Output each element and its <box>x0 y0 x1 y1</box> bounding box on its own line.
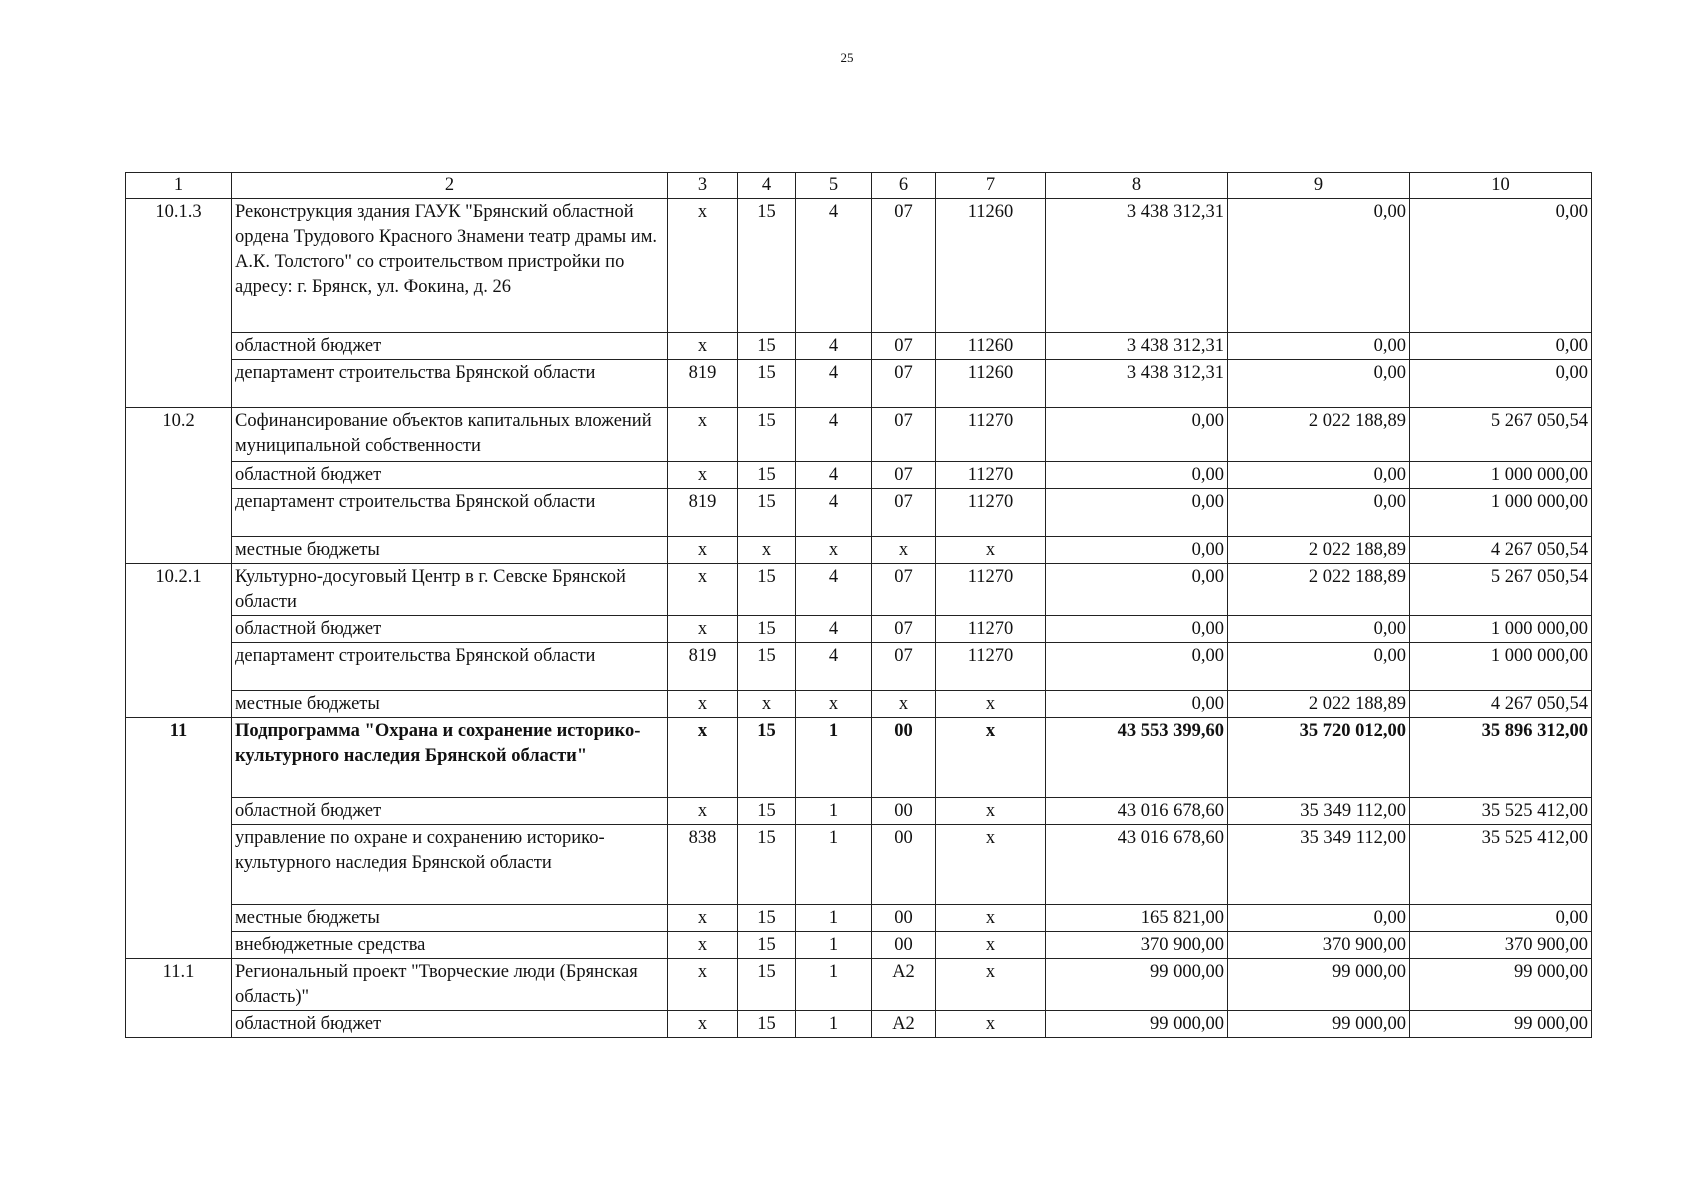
ministry-code-cell: 838 <box>668 825 738 905</box>
section-cell: 15 <box>738 959 796 1011</box>
amount-2022-cell: 5 267 050,54 <box>1410 564 1592 616</box>
amount-2020-cell: 3 438 312,31 <box>1046 360 1228 408</box>
subsection-cell: 4 <box>796 462 872 489</box>
table-row <box>126 408 1592 462</box>
row-number-cell: 10.2 <box>126 408 232 564</box>
ministry-code-cell: х <box>668 798 738 825</box>
item-name-cell: департамент строительства Брянской области <box>232 360 668 408</box>
header-row <box>126 173 1592 199</box>
section-cell: х <box>738 537 796 564</box>
table-row <box>126 932 1592 959</box>
header-cell: 6 <box>872 173 936 199</box>
row-number-cell: 10.2.1 <box>126 564 232 718</box>
expense-code-cell: х <box>936 691 1046 718</box>
target-code-cell: А2 <box>872 959 936 1011</box>
ministry-code-cell: х <box>668 905 738 932</box>
amount-2021-cell: 2 022 188,89 <box>1228 408 1410 462</box>
amount-2021-cell: 99 000,00 <box>1228 959 1410 1011</box>
page-number: 25 <box>840 50 854 65</box>
ministry-code-cell: х <box>668 718 738 798</box>
amount-2020-cell: 0,00 <box>1046 643 1228 691</box>
amount-2022-cell: 5 267 050,54 <box>1410 408 1592 462</box>
section-cell: 15 <box>738 643 796 691</box>
target-code-cell: 00 <box>872 718 936 798</box>
item-name-cell: Региональный проект "Творческие люди (Брянская область)" <box>232 959 668 1011</box>
table-row <box>126 199 1592 333</box>
amount-2020-cell: 0,00 <box>1046 408 1228 462</box>
amount-2020-cell: 0,00 <box>1046 564 1228 616</box>
expense-code-cell: х <box>936 718 1046 798</box>
item-name-cell: Софинансирование объектов капитальных вложений муниципальной собственности <box>232 408 668 462</box>
amount-2021-cell: 2 022 188,89 <box>1228 691 1410 718</box>
row-number-cell: 11.1 <box>126 959 232 1038</box>
subsection-cell: 1 <box>796 798 872 825</box>
item-name-cell: внебюджетные средства <box>232 932 668 959</box>
section-cell: 15 <box>738 616 796 643</box>
amount-2022-cell: 1 000 000,00 <box>1410 616 1592 643</box>
table-row <box>126 718 1592 798</box>
amount-2022-cell: 0,00 <box>1410 199 1592 333</box>
subsection-cell: 1 <box>796 825 872 905</box>
table-row <box>126 691 1592 718</box>
target-code-cell: 00 <box>872 932 936 959</box>
target-code-cell: 07 <box>872 489 936 537</box>
target-code-cell: А2 <box>872 1011 936 1038</box>
item-name-cell: Культурно-досуговый Центр в г. Севске Брянской области <box>232 564 668 616</box>
table-row <box>126 616 1592 643</box>
amount-2020-cell: 0,00 <box>1046 462 1228 489</box>
subsection-cell: 4 <box>796 489 872 537</box>
amount-2021-cell: 0,00 <box>1228 643 1410 691</box>
target-code-cell: 00 <box>872 905 936 932</box>
table-row <box>126 333 1592 360</box>
ministry-code-cell: х <box>668 932 738 959</box>
amount-2021-cell: 0,00 <box>1228 489 1410 537</box>
amount-2020-cell: 43 016 678,60 <box>1046 798 1228 825</box>
expense-code-cell: 11270 <box>936 462 1046 489</box>
section-cell: 15 <box>738 360 796 408</box>
header-cell: 3 <box>668 173 738 199</box>
section-cell: 15 <box>738 199 796 333</box>
item-name-cell: Подпрограмма "Охрана и сохранение историко-культурного наследия Брянской области" <box>232 718 668 798</box>
amount-2020-cell: 43 553 399,60 <box>1046 718 1228 798</box>
ministry-code-cell: 819 <box>668 489 738 537</box>
table-row <box>126 798 1592 825</box>
header-cell: 9 <box>1228 173 1410 199</box>
expense-code-cell: 11260 <box>936 360 1046 408</box>
subsection-cell: 1 <box>796 905 872 932</box>
table-body <box>126 173 1592 1038</box>
ministry-code-cell: х <box>668 537 738 564</box>
subsection-cell: 1 <box>796 932 872 959</box>
expense-code-cell: х <box>936 932 1046 959</box>
ministry-code-cell: х <box>668 1011 738 1038</box>
amount-2022-cell: 99 000,00 <box>1410 1011 1592 1038</box>
amount-2020-cell: 0,00 <box>1046 691 1228 718</box>
expense-code-cell: х <box>936 959 1046 1011</box>
expense-code-cell: х <box>936 537 1046 564</box>
item-name-cell: местные бюджеты <box>232 905 668 932</box>
table-row <box>126 959 1592 1011</box>
item-name-cell: управление по охране и сохранению историко-культурного наследия Брянской области <box>232 825 668 905</box>
target-code-cell: 07 <box>872 462 936 489</box>
section-cell: 15 <box>738 1011 796 1038</box>
target-code-cell: 07 <box>872 333 936 360</box>
expense-code-cell: 11260 <box>936 199 1046 333</box>
section-cell: 15 <box>738 489 796 537</box>
target-code-cell: 07 <box>872 643 936 691</box>
header-cell: 1 <box>126 173 232 199</box>
ministry-code-cell: х <box>668 959 738 1011</box>
section-cell: х <box>738 691 796 718</box>
section-cell: 15 <box>738 798 796 825</box>
subsection-cell: 1 <box>796 1011 872 1038</box>
section-cell: 15 <box>738 825 796 905</box>
table-row <box>126 825 1592 905</box>
header-cell: 7 <box>936 173 1046 199</box>
section-cell: 15 <box>738 462 796 489</box>
ministry-code-cell: х <box>668 691 738 718</box>
amount-2021-cell: 35 349 112,00 <box>1228 798 1410 825</box>
table-row <box>126 1011 1592 1038</box>
subsection-cell: 1 <box>796 718 872 798</box>
section-cell: 15 <box>738 333 796 360</box>
amount-2020-cell: 3 438 312,31 <box>1046 199 1228 333</box>
section-cell: 15 <box>738 718 796 798</box>
amount-2021-cell: 2 022 188,89 <box>1228 537 1410 564</box>
amount-2020-cell: 0,00 <box>1046 489 1228 537</box>
target-code-cell: 07 <box>872 616 936 643</box>
target-code-cell: 07 <box>872 199 936 333</box>
amount-2022-cell: 0,00 <box>1410 905 1592 932</box>
section-cell: 15 <box>738 905 796 932</box>
expense-code-cell: х <box>936 1011 1046 1038</box>
target-code-cell: х <box>872 537 936 564</box>
section-cell: 15 <box>738 408 796 462</box>
item-name-cell: областной бюджет <box>232 1011 668 1038</box>
expense-code-cell: 11270 <box>936 616 1046 643</box>
expense-code-cell: 11270 <box>936 643 1046 691</box>
target-code-cell: 07 <box>872 564 936 616</box>
table-row <box>126 489 1592 537</box>
expense-code-cell: 11270 <box>936 489 1046 537</box>
expense-code-cell: х <box>936 905 1046 932</box>
amount-2020-cell: 43 016 678,60 <box>1046 825 1228 905</box>
amount-2021-cell: 35 720 012,00 <box>1228 718 1410 798</box>
item-name-cell: департамент строительства Брянской области <box>232 643 668 691</box>
item-name-cell: областной бюджет <box>232 616 668 643</box>
amount-2021-cell: 35 349 112,00 <box>1228 825 1410 905</box>
amount-2022-cell: 4 267 050,54 <box>1410 537 1592 564</box>
item-name-cell: местные бюджеты <box>232 691 668 718</box>
header-cell: 8 <box>1046 173 1228 199</box>
amount-2022-cell: 1 000 000,00 <box>1410 643 1592 691</box>
ministry-code-cell: х <box>668 199 738 333</box>
table-row <box>126 564 1592 616</box>
amount-2021-cell: 370 900,00 <box>1228 932 1410 959</box>
amount-2021-cell: 0,00 <box>1228 905 1410 932</box>
table-row <box>126 537 1592 564</box>
amount-2021-cell: 0,00 <box>1228 360 1410 408</box>
expense-code-cell: 11260 <box>936 333 1046 360</box>
amount-2021-cell: 99 000,00 <box>1228 1011 1410 1038</box>
amount-2022-cell: 0,00 <box>1410 333 1592 360</box>
subsection-cell: 4 <box>796 643 872 691</box>
amount-2020-cell: 370 900,00 <box>1046 932 1228 959</box>
subsection-cell: х <box>796 537 872 564</box>
amount-2020-cell: 0,00 <box>1046 616 1228 643</box>
table-row <box>126 360 1592 408</box>
header-cell: 5 <box>796 173 872 199</box>
subsection-cell: х <box>796 691 872 718</box>
target-code-cell: 00 <box>872 825 936 905</box>
ministry-code-cell: 819 <box>668 643 738 691</box>
item-name-cell: областной бюджет <box>232 333 668 360</box>
amount-2022-cell: 0,00 <box>1410 360 1592 408</box>
header-cell: 4 <box>738 173 796 199</box>
amount-2021-cell: 0,00 <box>1228 199 1410 333</box>
subsection-cell: 4 <box>796 616 872 643</box>
amount-2022-cell: 35 525 412,00 <box>1410 825 1592 905</box>
item-name-cell: местные бюджеты <box>232 537 668 564</box>
header-cell: 2 <box>232 173 668 199</box>
subsection-cell: 4 <box>796 360 872 408</box>
ministry-code-cell: х <box>668 616 738 643</box>
table-row <box>126 905 1592 932</box>
ministry-code-cell: х <box>668 564 738 616</box>
amount-2021-cell: 0,00 <box>1228 333 1410 360</box>
target-code-cell: 07 <box>872 360 936 408</box>
subsection-cell: 1 <box>796 959 872 1011</box>
expense-code-cell: х <box>936 825 1046 905</box>
expense-code-cell: х <box>936 798 1046 825</box>
amount-2021-cell: 0,00 <box>1228 462 1410 489</box>
target-code-cell: 07 <box>872 408 936 462</box>
amount-2020-cell: 99 000,00 <box>1046 1011 1228 1038</box>
amount-2020-cell: 99 000,00 <box>1046 959 1228 1011</box>
row-number-cell: 10.1.3 <box>126 199 232 408</box>
amount-2022-cell: 1 000 000,00 <box>1410 489 1592 537</box>
ministry-code-cell: 819 <box>668 360 738 408</box>
item-name-cell: департамент строительства Брянской области <box>232 489 668 537</box>
amount-2021-cell: 2 022 188,89 <box>1228 564 1410 616</box>
amount-2020-cell: 0,00 <box>1046 537 1228 564</box>
header-cell: 10 <box>1410 173 1592 199</box>
amount-2022-cell: 35 896 312,00 <box>1410 718 1592 798</box>
row-number-cell: 11 <box>126 718 232 959</box>
amount-2022-cell: 99 000,00 <box>1410 959 1592 1011</box>
amount-2020-cell: 3 438 312,31 <box>1046 333 1228 360</box>
ministry-code-cell: х <box>668 333 738 360</box>
expense-code-cell: 11270 <box>936 564 1046 616</box>
amount-2021-cell: 0,00 <box>1228 616 1410 643</box>
amount-2022-cell: 35 525 412,00 <box>1410 798 1592 825</box>
subsection-cell: 4 <box>796 408 872 462</box>
table-row <box>126 643 1592 691</box>
target-code-cell: 00 <box>872 798 936 825</box>
section-cell: 15 <box>738 932 796 959</box>
amount-2022-cell: 370 900,00 <box>1410 932 1592 959</box>
ministry-code-cell: х <box>668 408 738 462</box>
subsection-cell: 4 <box>796 564 872 616</box>
amount-2022-cell: 1 000 000,00 <box>1410 462 1592 489</box>
ministry-code-cell: х <box>668 462 738 489</box>
section-cell: 15 <box>738 564 796 616</box>
amount-2022-cell: 4 267 050,54 <box>1410 691 1592 718</box>
subsection-cell: 4 <box>796 199 872 333</box>
budget-table <box>125 172 1592 1038</box>
item-name-cell: Реконструкция здания ГАУК "Брянский областной ордена Трудового Красного Знамени театр драмы им. А.К. Толстого" со строительством пристройки по адресу: г. Брянск, ул. Фокина, д. 26 <box>232 199 668 333</box>
expense-code-cell: 11270 <box>936 408 1046 462</box>
item-name-cell: областной бюджет <box>232 798 668 825</box>
amount-2020-cell: 165 821,00 <box>1046 905 1228 932</box>
subsection-cell: 4 <box>796 333 872 360</box>
target-code-cell: х <box>872 691 936 718</box>
item-name-cell: областной бюджет <box>232 462 668 489</box>
table-row <box>126 462 1592 489</box>
